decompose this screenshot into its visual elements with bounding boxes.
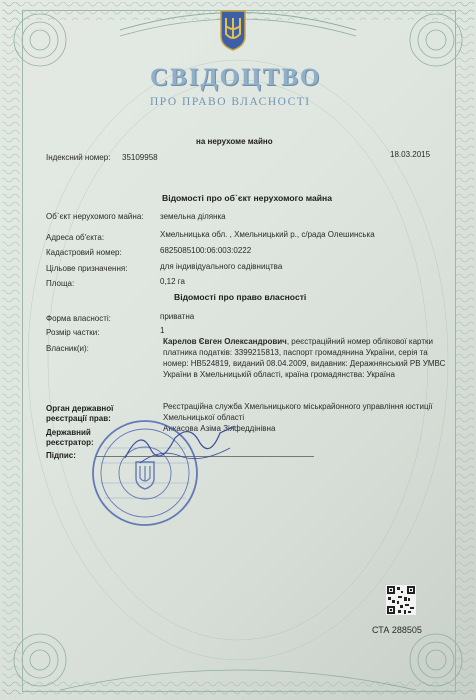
signature-scribble-icon: [120, 418, 240, 468]
section-rights-heading: Відомості про право власності: [174, 292, 307, 302]
share-size-value: 1: [160, 326, 165, 335]
ownership-form-label: Форма власності:: [46, 314, 111, 323]
authority-value: Реєстраційна служба Хмельницького міськрайонного управління юстиції Хмельницької області: [163, 402, 433, 422]
index-number: 35109958: [122, 153, 158, 162]
form-number: СТА 288505: [372, 625, 422, 635]
purpose-value: для індивідуального садівництва: [160, 262, 283, 271]
signature-label: Підпис:: [46, 451, 76, 460]
trident-coat-of-arms-icon: [218, 8, 248, 52]
object-label: Об`єкт нерухомого майна:: [46, 212, 144, 221]
owner-details: , реєстраційний номер облікової картки платника податків: 3399215813, паспорт громадянина України, серія та номер: НВ524819, виданий 08.04.2009, видавник: Деражнянський РВ УМВС України в Хмельницькій області, країна громадянства: Україна: [163, 337, 446, 379]
cadastral-label: Кадастровий номер:: [46, 248, 122, 257]
registrar-value: Анкасова Азіма Зіяфеддінівна: [163, 424, 276, 433]
authority-label: Орган державної реєстрації прав:: [46, 404, 114, 423]
object-value: земельна ділянка: [160, 212, 226, 221]
ownership-form-value: приватна: [160, 312, 195, 321]
share-size-label: Розмір частки:: [46, 328, 100, 337]
area-label: Площа:: [46, 279, 75, 288]
issue-date: 18.03.2015: [390, 150, 431, 159]
owner-label: Власник(и):: [46, 344, 89, 353]
cadastral-value: 6825085100:06:003:0222: [160, 246, 252, 255]
object-kind: на нерухоме майно: [196, 137, 273, 146]
section-object-heading: Відомості про об`єкт нерухомого майна: [162, 193, 333, 203]
document-title: СВІДОЦТВО: [150, 64, 322, 91]
index-label: Індексний номер:: [46, 153, 111, 162]
owner-name: Карелов Євген Олександрович: [163, 337, 287, 346]
owner-info: [163, 336, 453, 380]
document-subtitle: ПРО ПРАВО ВЛАСНОСТІ: [150, 96, 311, 108]
area-value: 0,12 га: [160, 277, 185, 286]
purpose-label: Цільове призначення:: [46, 264, 128, 273]
registrar-label: Державний реєстратор:: [46, 428, 94, 447]
qr-code-icon: [386, 585, 416, 615]
address-value: Хмельницька обл. , Хмельницький р., с/рада Олешинська: [160, 230, 375, 239]
address-label: Адреса об'єкта:: [46, 233, 105, 242]
